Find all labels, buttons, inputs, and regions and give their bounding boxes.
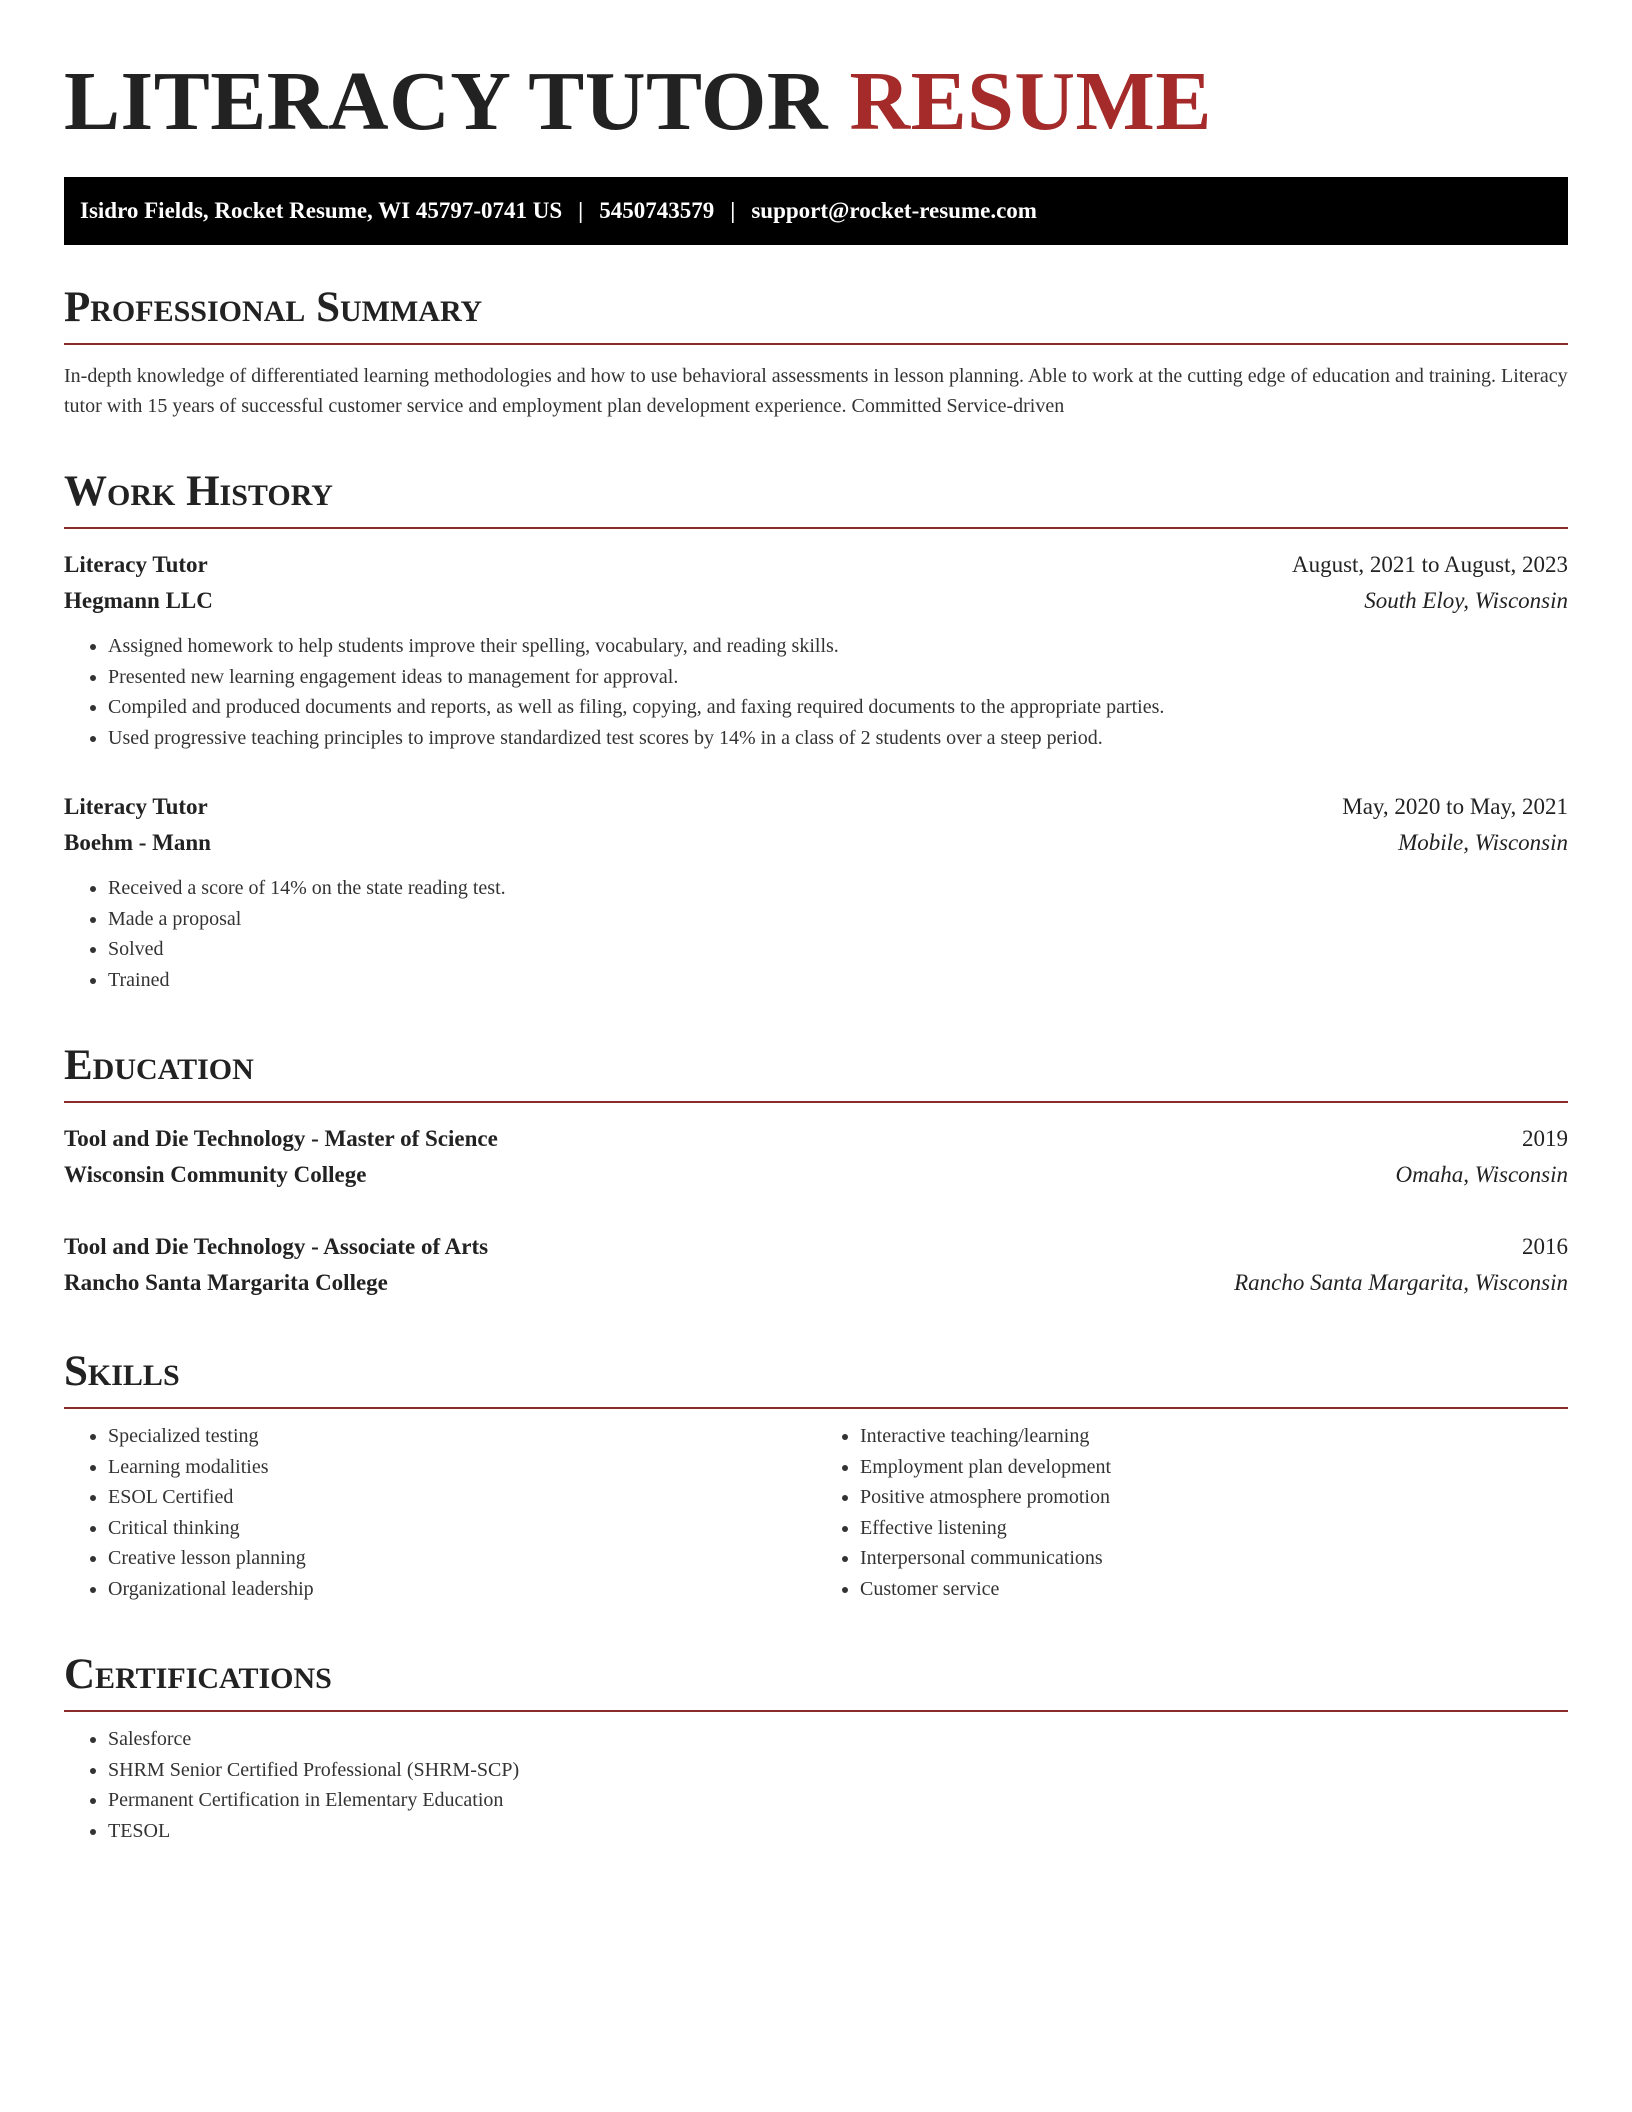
- skill-item: • Positive atmosphere promotion: [860, 1482, 1568, 1513]
- skill-item: • Interactive teaching/learning: [860, 1421, 1568, 1452]
- education-year: 2016: [1522, 1234, 1568, 1259]
- education-year: 2019: [1522, 1126, 1568, 1151]
- skills-heading: Skills: [64, 1347, 1568, 1409]
- contact-phone: 5450743579: [599, 198, 715, 223]
- skill-item: • Organizational leadership: [108, 1574, 816, 1605]
- job-location: South Eloy, Wisconsin: [1364, 588, 1568, 613]
- job-dates: August, 2021 to August, 2023: [1291, 552, 1568, 577]
- job-bullets: [64, 631, 1568, 753]
- education-school-row: [64, 1265, 1568, 1301]
- job-bullet: • Compiled and produced documents and reports, as well as filing, copying, and faxing required documents to the appropriate parties.: [108, 692, 1568, 723]
- skill-item: • Employment plan development: [860, 1452, 1568, 1483]
- summary-heading: Professional Summary: [64, 283, 1568, 345]
- certification-item: • TESOL: [108, 1816, 1568, 1847]
- education-school-row: [64, 1157, 1568, 1193]
- job-entry: [64, 547, 1568, 753]
- certification-item: • SHRM Senior Certified Professional (SHRM-SCP): [108, 1755, 1568, 1786]
- skill-item: • Creative lesson planning: [108, 1543, 816, 1574]
- job-bullet: • Presented new learning engagement ideas to management for approval.: [108, 662, 1568, 693]
- skills-list-left: [64, 1421, 816, 1604]
- education-entry: [64, 1121, 1568, 1193]
- contact-address: Isidro Fields, Rocket Resume, WI 45797-0741 US: [80, 198, 563, 223]
- certification-item: • Salesforce: [108, 1724, 1568, 1755]
- job-entry: [64, 789, 1568, 995]
- education-degree-row: [64, 1229, 1568, 1265]
- contact-separator: |: [730, 198, 736, 223]
- skill-item: • Critical thinking: [108, 1513, 816, 1544]
- education-school: Wisconsin Community College: [64, 1162, 367, 1187]
- skill-item: • Learning modalities: [108, 1452, 816, 1483]
- job-title: Literacy Tutor: [64, 552, 208, 577]
- job-location: Mobile, Wisconsin: [1398, 830, 1568, 855]
- certification-item: • Permanent Certification in Elementary Education: [108, 1785, 1568, 1816]
- resume-title: [64, 52, 1568, 152]
- job-header-row: [64, 547, 1568, 583]
- job-bullet: • Solved: [108, 934, 1568, 965]
- skills-list-right: [816, 1421, 1568, 1604]
- education-degree: Tool and Die Technology - Associate of Arts: [64, 1234, 489, 1259]
- job-company-row: [64, 583, 1568, 619]
- job-company-row: [64, 825, 1568, 861]
- skill-item: • Interpersonal communications: [860, 1543, 1568, 1574]
- contact-email: support@rocket-resume.com: [751, 198, 1037, 223]
- title-accent: RESUME: [849, 55, 1212, 148]
- job-company: Boehm - Mann: [64, 830, 211, 855]
- education-entry: [64, 1229, 1568, 1301]
- job-bullet: • Received a score of 14% on the state reading test.: [108, 873, 1568, 904]
- job-company: Hegmann LLC: [64, 588, 213, 613]
- skill-item: • Specialized testing: [108, 1421, 816, 1452]
- job-header-row: [64, 789, 1568, 825]
- contact-separator: |: [578, 198, 584, 223]
- work-history-heading: Work History: [64, 467, 1568, 529]
- title-main: LITERACY TUTOR: [64, 55, 828, 148]
- education-degree-row: [64, 1121, 1568, 1157]
- skill-item: • Effective listening: [860, 1513, 1568, 1544]
- job-title: Literacy Tutor: [64, 794, 208, 819]
- summary-text: In-depth knowledge of differentiated learning methodologies and how to use behavioral assessments in lesson planning. Able to work at the cutting edge of education and training. Literacy tutor with 15 years of successful customer service and employment plan development experience. Committed Service-driven: [64, 365, 1568, 417]
- education-location: Rancho Santa Margarita, Wisconsin: [1234, 1270, 1568, 1295]
- skills-grid: [64, 1421, 1568, 1604]
- job-bullet: • Assigned homework to help students improve their spelling, vocabulary, and reading skills.: [108, 631, 1568, 662]
- job-dates: May, 2020 to May, 2021: [1342, 794, 1568, 819]
- job-bullet: • Made a proposal: [108, 904, 1568, 935]
- education-degree: Tool and Die Technology - Master of Science: [64, 1126, 498, 1151]
- certifications-list: [64, 1724, 1568, 1846]
- job-bullet: • Trained: [108, 965, 1568, 996]
- education-heading: Education: [64, 1041, 1568, 1103]
- skill-item: • Customer service: [860, 1574, 1568, 1605]
- certifications-heading: Certifications: [64, 1650, 1568, 1712]
- education-school: Rancho Santa Margarita College: [64, 1270, 388, 1295]
- skill-item: • ESOL Certified: [108, 1482, 816, 1513]
- education-location: Omaha, Wisconsin: [1395, 1162, 1568, 1187]
- contact-bar: [64, 177, 1568, 245]
- job-bullet: • Used progressive teaching principles to improve standardized test scores by 14% in a class of 2 students over a steep period.: [108, 723, 1568, 754]
- job-bullets: [64, 873, 1568, 995]
